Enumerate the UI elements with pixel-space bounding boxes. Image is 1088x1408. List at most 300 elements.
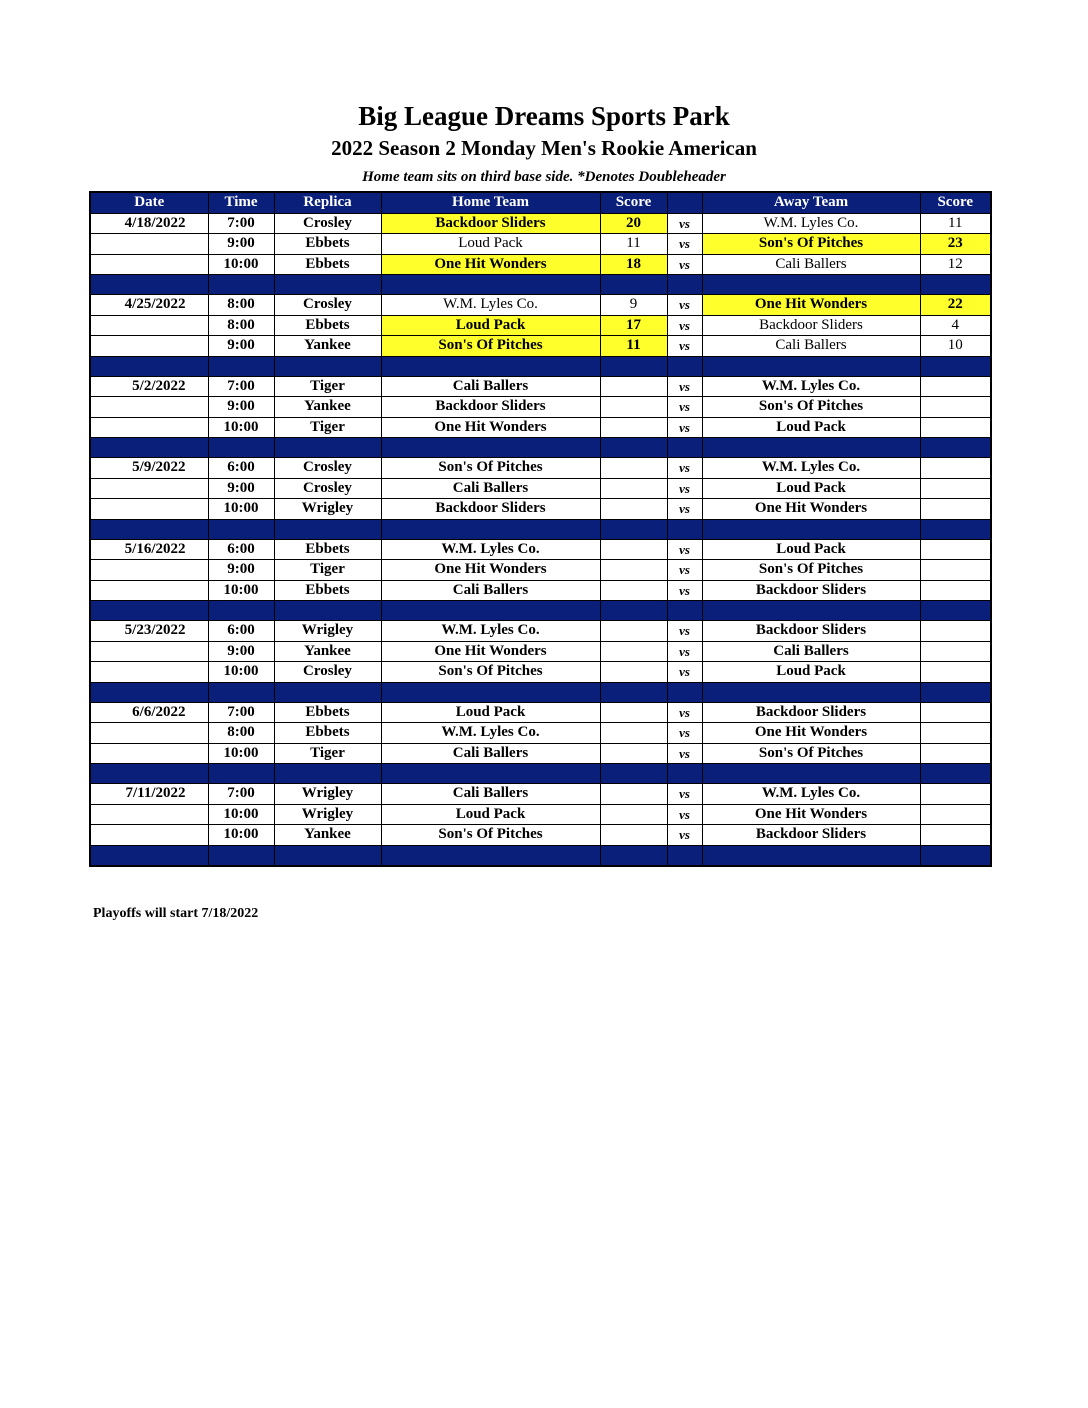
game-replica: Yankee: [274, 641, 381, 662]
away-score: 10: [920, 336, 991, 357]
separator-cell: [208, 601, 274, 621]
game-time: 7:00: [208, 213, 274, 234]
page-subtitle: 2022 Season 2 Monday Men's Rookie American: [331, 136, 757, 160]
separator-cell: [90, 682, 208, 702]
home-score: [600, 539, 667, 560]
separator-cell: [274, 682, 381, 702]
game-time: 9:00: [208, 336, 274, 357]
home-team: Cali Ballers: [381, 478, 600, 499]
page-title: Big League Dreams Sports Park: [358, 101, 730, 131]
away-score: [920, 662, 991, 683]
home-score: [600, 580, 667, 601]
table-row: [90, 621, 991, 642]
game-date: [90, 662, 208, 683]
away-score: [920, 560, 991, 581]
home-score: [600, 560, 667, 581]
home-team: Loud Pack: [381, 315, 600, 336]
home-score: 9: [600, 295, 667, 316]
vs-label: vs: [667, 580, 702, 601]
table-row: [90, 662, 991, 683]
separator-cell: [208, 845, 274, 866]
separator-cell: [920, 438, 991, 458]
home-team: Son's Of Pitches: [381, 825, 600, 846]
home-score: [600, 641, 667, 662]
table-row: [90, 499, 991, 520]
game-replica: Yankee: [274, 825, 381, 846]
game-replica: Ebbets: [274, 580, 381, 601]
away-score: 22: [920, 295, 991, 316]
separator-cell: [667, 438, 702, 458]
game-time: 10:00: [208, 804, 274, 825]
separator-cell: [920, 845, 991, 866]
home-score: 18: [600, 254, 667, 275]
vs-label: vs: [667, 336, 702, 357]
home-team: Cali Ballers: [381, 580, 600, 601]
separator-cell: [274, 275, 381, 295]
home-team: One Hit Wonders: [381, 417, 600, 438]
away-score: [920, 825, 991, 846]
home-score: 17: [600, 315, 667, 336]
home-score: [600, 478, 667, 499]
home-score: [600, 784, 667, 805]
week-separator: [90, 519, 991, 539]
game-time: 8:00: [208, 723, 274, 744]
vs-label: vs: [667, 662, 702, 683]
table-row: [90, 580, 991, 601]
home-team: Backdoor Sliders: [381, 499, 600, 520]
away-score: [920, 723, 991, 744]
away-score: [920, 539, 991, 560]
game-time: 10:00: [208, 662, 274, 683]
separator-cell: [90, 764, 208, 784]
vs-label: vs: [667, 702, 702, 723]
table-row: [90, 315, 991, 336]
separator-cell: [702, 519, 920, 539]
game-time: 6:00: [208, 539, 274, 560]
col-home-team: Home Team: [381, 192, 600, 213]
home-score: 20: [600, 213, 667, 234]
away-score: [920, 804, 991, 825]
away-score: [920, 621, 991, 642]
separator-cell: [274, 764, 381, 784]
separator-cell: [90, 519, 208, 539]
home-score: [600, 397, 667, 418]
separator-cell: [702, 601, 920, 621]
game-replica: Ebbets: [274, 254, 381, 275]
table-row: [90, 539, 991, 560]
away-score: [920, 641, 991, 662]
separator-cell: [600, 519, 667, 539]
separator-cell: [600, 356, 667, 376]
vs-label: vs: [667, 234, 702, 255]
game-date: 6/6/2022: [90, 702, 208, 723]
separator-cell: [381, 764, 600, 784]
home-score: [600, 702, 667, 723]
separator-cell: [920, 519, 991, 539]
home-team: W.M. Lyles Co.: [381, 295, 600, 316]
game-time: 8:00: [208, 315, 274, 336]
col-time: Time: [208, 192, 274, 213]
game-replica: Wrigley: [274, 621, 381, 642]
separator-cell: [920, 601, 991, 621]
home-score: [600, 621, 667, 642]
separator-cell: [667, 356, 702, 376]
vs-label: vs: [667, 295, 702, 316]
away-score: [920, 702, 991, 723]
separator-cell: [600, 275, 667, 295]
away-team: Loud Pack: [702, 417, 920, 438]
game-date: [90, 560, 208, 581]
away-team: W.M. Lyles Co.: [702, 458, 920, 479]
game-replica: Crosley: [274, 458, 381, 479]
game-time: 10:00: [208, 743, 274, 764]
away-team: W.M. Lyles Co.: [702, 784, 920, 805]
game-time: 10:00: [208, 580, 274, 601]
away-team: Cali Ballers: [702, 336, 920, 357]
separator-cell: [208, 438, 274, 458]
separator-cell: [381, 438, 600, 458]
game-replica: Tiger: [274, 560, 381, 581]
game-replica: Ebbets: [274, 315, 381, 336]
vs-label: vs: [667, 376, 702, 397]
separator-cell: [381, 601, 600, 621]
away-team: W.M. Lyles Co.: [702, 213, 920, 234]
separator-cell: [90, 845, 208, 866]
week-separator: [90, 601, 991, 621]
home-score: [600, 499, 667, 520]
home-team: Son's Of Pitches: [381, 458, 600, 479]
home-team: Cali Ballers: [381, 743, 600, 764]
home-team: Son's Of Pitches: [381, 336, 600, 357]
home-team: Backdoor Sliders: [381, 397, 600, 418]
away-team: One Hit Wonders: [702, 295, 920, 316]
game-time: 10:00: [208, 417, 274, 438]
vs-label: vs: [667, 213, 702, 234]
col-vs: [667, 192, 702, 213]
schedule-note: Home team sits on third base side. *Denotes Doubleheader: [362, 169, 726, 185]
away-score: [920, 580, 991, 601]
game-replica: Crosley: [274, 478, 381, 499]
col-home-score: Score: [600, 192, 667, 213]
schedule-table: [89, 191, 992, 867]
away-score: [920, 417, 991, 438]
table-row: [90, 743, 991, 764]
table-row: [90, 804, 991, 825]
separator-cell: [381, 845, 600, 866]
separator-cell: [274, 519, 381, 539]
game-time: 10:00: [208, 825, 274, 846]
separator-cell: [920, 356, 991, 376]
game-replica: Tiger: [274, 743, 381, 764]
table-row: [90, 478, 991, 499]
away-team: Cali Ballers: [702, 254, 920, 275]
home-score: [600, 825, 667, 846]
table-row: [90, 397, 991, 418]
game-date: [90, 580, 208, 601]
separator-cell: [274, 356, 381, 376]
table-row: [90, 213, 991, 234]
home-score: [600, 458, 667, 479]
vs-label: vs: [667, 539, 702, 560]
vs-label: vs: [667, 784, 702, 805]
game-replica: Ebbets: [274, 723, 381, 744]
game-time: 6:00: [208, 621, 274, 642]
away-score: 4: [920, 315, 991, 336]
game-date: [90, 825, 208, 846]
col-away-score: Score: [920, 192, 991, 213]
away-team: One Hit Wonders: [702, 723, 920, 744]
vs-label: vs: [667, 743, 702, 764]
separator-cell: [381, 519, 600, 539]
away-team: Backdoor Sliders: [702, 825, 920, 846]
table-row: [90, 784, 991, 805]
game-date: [90, 417, 208, 438]
vs-label: vs: [667, 560, 702, 581]
game-date: [90, 499, 208, 520]
game-replica: Ebbets: [274, 234, 381, 255]
vs-label: vs: [667, 458, 702, 479]
away-score: [920, 784, 991, 805]
home-team: One Hit Wonders: [381, 560, 600, 581]
playoffs-note: Playoffs will start 7/18/2022: [93, 906, 259, 921]
away-team: Son's Of Pitches: [702, 234, 920, 255]
game-date: 5/23/2022: [90, 621, 208, 642]
separator-cell: [90, 601, 208, 621]
vs-label: vs: [667, 478, 702, 499]
week-separator: [90, 845, 991, 866]
game-replica: Crosley: [274, 662, 381, 683]
col-away-team: Away Team: [702, 192, 920, 213]
separator-cell: [381, 275, 600, 295]
away-score: [920, 743, 991, 764]
home-team: Cali Ballers: [381, 784, 600, 805]
away-team: One Hit Wonders: [702, 499, 920, 520]
table-row: [90, 458, 991, 479]
separator-cell: [208, 519, 274, 539]
table-row: [90, 723, 991, 744]
separator-cell: [920, 764, 991, 784]
away-score: 11: [920, 213, 991, 234]
home-score: [600, 743, 667, 764]
game-time: 9:00: [208, 641, 274, 662]
separator-cell: [381, 356, 600, 376]
separator-cell: [702, 682, 920, 702]
separator-cell: [208, 764, 274, 784]
away-score: [920, 478, 991, 499]
home-score: 11: [600, 234, 667, 255]
away-score: 12: [920, 254, 991, 275]
home-team: One Hit Wonders: [381, 254, 600, 275]
game-time: 9:00: [208, 478, 274, 499]
table-row: [90, 825, 991, 846]
game-date: [90, 641, 208, 662]
table-row: [90, 417, 991, 438]
week-separator: [90, 438, 991, 458]
away-team: Backdoor Sliders: [702, 315, 920, 336]
game-replica: Wrigley: [274, 784, 381, 805]
separator-cell: [702, 764, 920, 784]
header-row: [90, 192, 991, 213]
home-team: W.M. Lyles Co.: [381, 723, 600, 744]
home-team: Loud Pack: [381, 234, 600, 255]
vs-label: vs: [667, 641, 702, 662]
separator-cell: [702, 275, 920, 295]
away-score: [920, 499, 991, 520]
game-date: 4/25/2022: [90, 295, 208, 316]
separator-cell: [920, 275, 991, 295]
game-time: 6:00: [208, 458, 274, 479]
separator-cell: [600, 682, 667, 702]
home-team: Loud Pack: [381, 804, 600, 825]
game-date: 7/11/2022: [90, 784, 208, 805]
separator-cell: [920, 682, 991, 702]
separator-cell: [667, 519, 702, 539]
separator-cell: [208, 356, 274, 376]
vs-label: vs: [667, 254, 702, 275]
home-score: [600, 417, 667, 438]
game-date: 5/16/2022: [90, 539, 208, 560]
separator-cell: [274, 845, 381, 866]
game-time: 9:00: [208, 234, 274, 255]
game-replica: Yankee: [274, 397, 381, 418]
home-team: W.M. Lyles Co.: [381, 621, 600, 642]
away-team: W.M. Lyles Co.: [702, 376, 920, 397]
home-score: [600, 804, 667, 825]
game-replica: Crosley: [274, 295, 381, 316]
away-team: Son's Of Pitches: [702, 397, 920, 418]
game-time: 10:00: [208, 499, 274, 520]
vs-label: vs: [667, 723, 702, 744]
game-replica: Yankee: [274, 336, 381, 357]
separator-cell: [702, 438, 920, 458]
vs-label: vs: [667, 417, 702, 438]
game-replica: Crosley: [274, 213, 381, 234]
game-time: 8:00: [208, 295, 274, 316]
table-row: [90, 560, 991, 581]
separator-cell: [208, 275, 274, 295]
col-replica: Replica: [274, 192, 381, 213]
home-score: [600, 376, 667, 397]
away-team: Son's Of Pitches: [702, 743, 920, 764]
separator-cell: [702, 845, 920, 866]
separator-cell: [667, 845, 702, 866]
home-team: One Hit Wonders: [381, 641, 600, 662]
game-date: [90, 315, 208, 336]
separator-cell: [667, 764, 702, 784]
week-separator: [90, 275, 991, 295]
separator-cell: [381, 682, 600, 702]
away-team: Loud Pack: [702, 539, 920, 560]
week-separator: [90, 764, 991, 784]
game-time: 7:00: [208, 376, 274, 397]
separator-cell: [667, 682, 702, 702]
away-team: Backdoor Sliders: [702, 702, 920, 723]
table-row: [90, 254, 991, 275]
game-time: 9:00: [208, 397, 274, 418]
away-team: Son's Of Pitches: [702, 560, 920, 581]
game-date: [90, 254, 208, 275]
game-date: [90, 804, 208, 825]
separator-cell: [90, 275, 208, 295]
game-date: [90, 336, 208, 357]
home-team: W.M. Lyles Co.: [381, 539, 600, 560]
separator-cell: [667, 275, 702, 295]
away-score: [920, 376, 991, 397]
separator-cell: [667, 601, 702, 621]
separator-cell: [600, 438, 667, 458]
separator-cell: [208, 682, 274, 702]
game-date: [90, 234, 208, 255]
game-time: 10:00: [208, 254, 274, 275]
home-score: [600, 723, 667, 744]
game-date: [90, 397, 208, 418]
table-row: [90, 295, 991, 316]
table-row: [90, 336, 991, 357]
home-team: Loud Pack: [381, 702, 600, 723]
vs-label: vs: [667, 825, 702, 846]
week-separator: [90, 356, 991, 376]
away-score: 23: [920, 234, 991, 255]
vs-label: vs: [667, 621, 702, 642]
home-score: [600, 662, 667, 683]
vs-label: vs: [667, 804, 702, 825]
schedule-body: [90, 213, 991, 866]
home-team: Backdoor Sliders: [381, 213, 600, 234]
separator-cell: [274, 438, 381, 458]
away-team: Backdoor Sliders: [702, 580, 920, 601]
game-replica: Ebbets: [274, 539, 381, 560]
home-team: Cali Ballers: [381, 376, 600, 397]
table-row: [90, 376, 991, 397]
separator-cell: [702, 356, 920, 376]
game-replica: Tiger: [274, 376, 381, 397]
separator-cell: [90, 438, 208, 458]
table-row: [90, 641, 991, 662]
table-row: [90, 702, 991, 723]
game-date: 4/18/2022: [90, 213, 208, 234]
game-replica: Wrigley: [274, 499, 381, 520]
game-time: 7:00: [208, 784, 274, 805]
game-date: [90, 743, 208, 764]
separator-cell: [90, 356, 208, 376]
game-time: 7:00: [208, 702, 274, 723]
col-date: Date: [90, 192, 208, 213]
separator-cell: [600, 764, 667, 784]
game-replica: Tiger: [274, 417, 381, 438]
home-team: Son's Of Pitches: [381, 662, 600, 683]
away-score: [920, 458, 991, 479]
table-row: [90, 234, 991, 255]
vs-label: vs: [667, 397, 702, 418]
separator-cell: [600, 845, 667, 866]
vs-label: vs: [667, 315, 702, 336]
game-time: 9:00: [208, 560, 274, 581]
away-score: [920, 397, 991, 418]
separator-cell: [600, 601, 667, 621]
separator-cell: [274, 601, 381, 621]
week-separator: [90, 682, 991, 702]
game-date: 5/9/2022: [90, 458, 208, 479]
game-replica: Wrigley: [274, 804, 381, 825]
game-replica: Ebbets: [274, 702, 381, 723]
away-team: Loud Pack: [702, 478, 920, 499]
away-team: One Hit Wonders: [702, 804, 920, 825]
game-date: [90, 723, 208, 744]
away-team: Loud Pack: [702, 662, 920, 683]
away-team: Cali Ballers: [702, 641, 920, 662]
vs-label: vs: [667, 499, 702, 520]
game-date: [90, 478, 208, 499]
